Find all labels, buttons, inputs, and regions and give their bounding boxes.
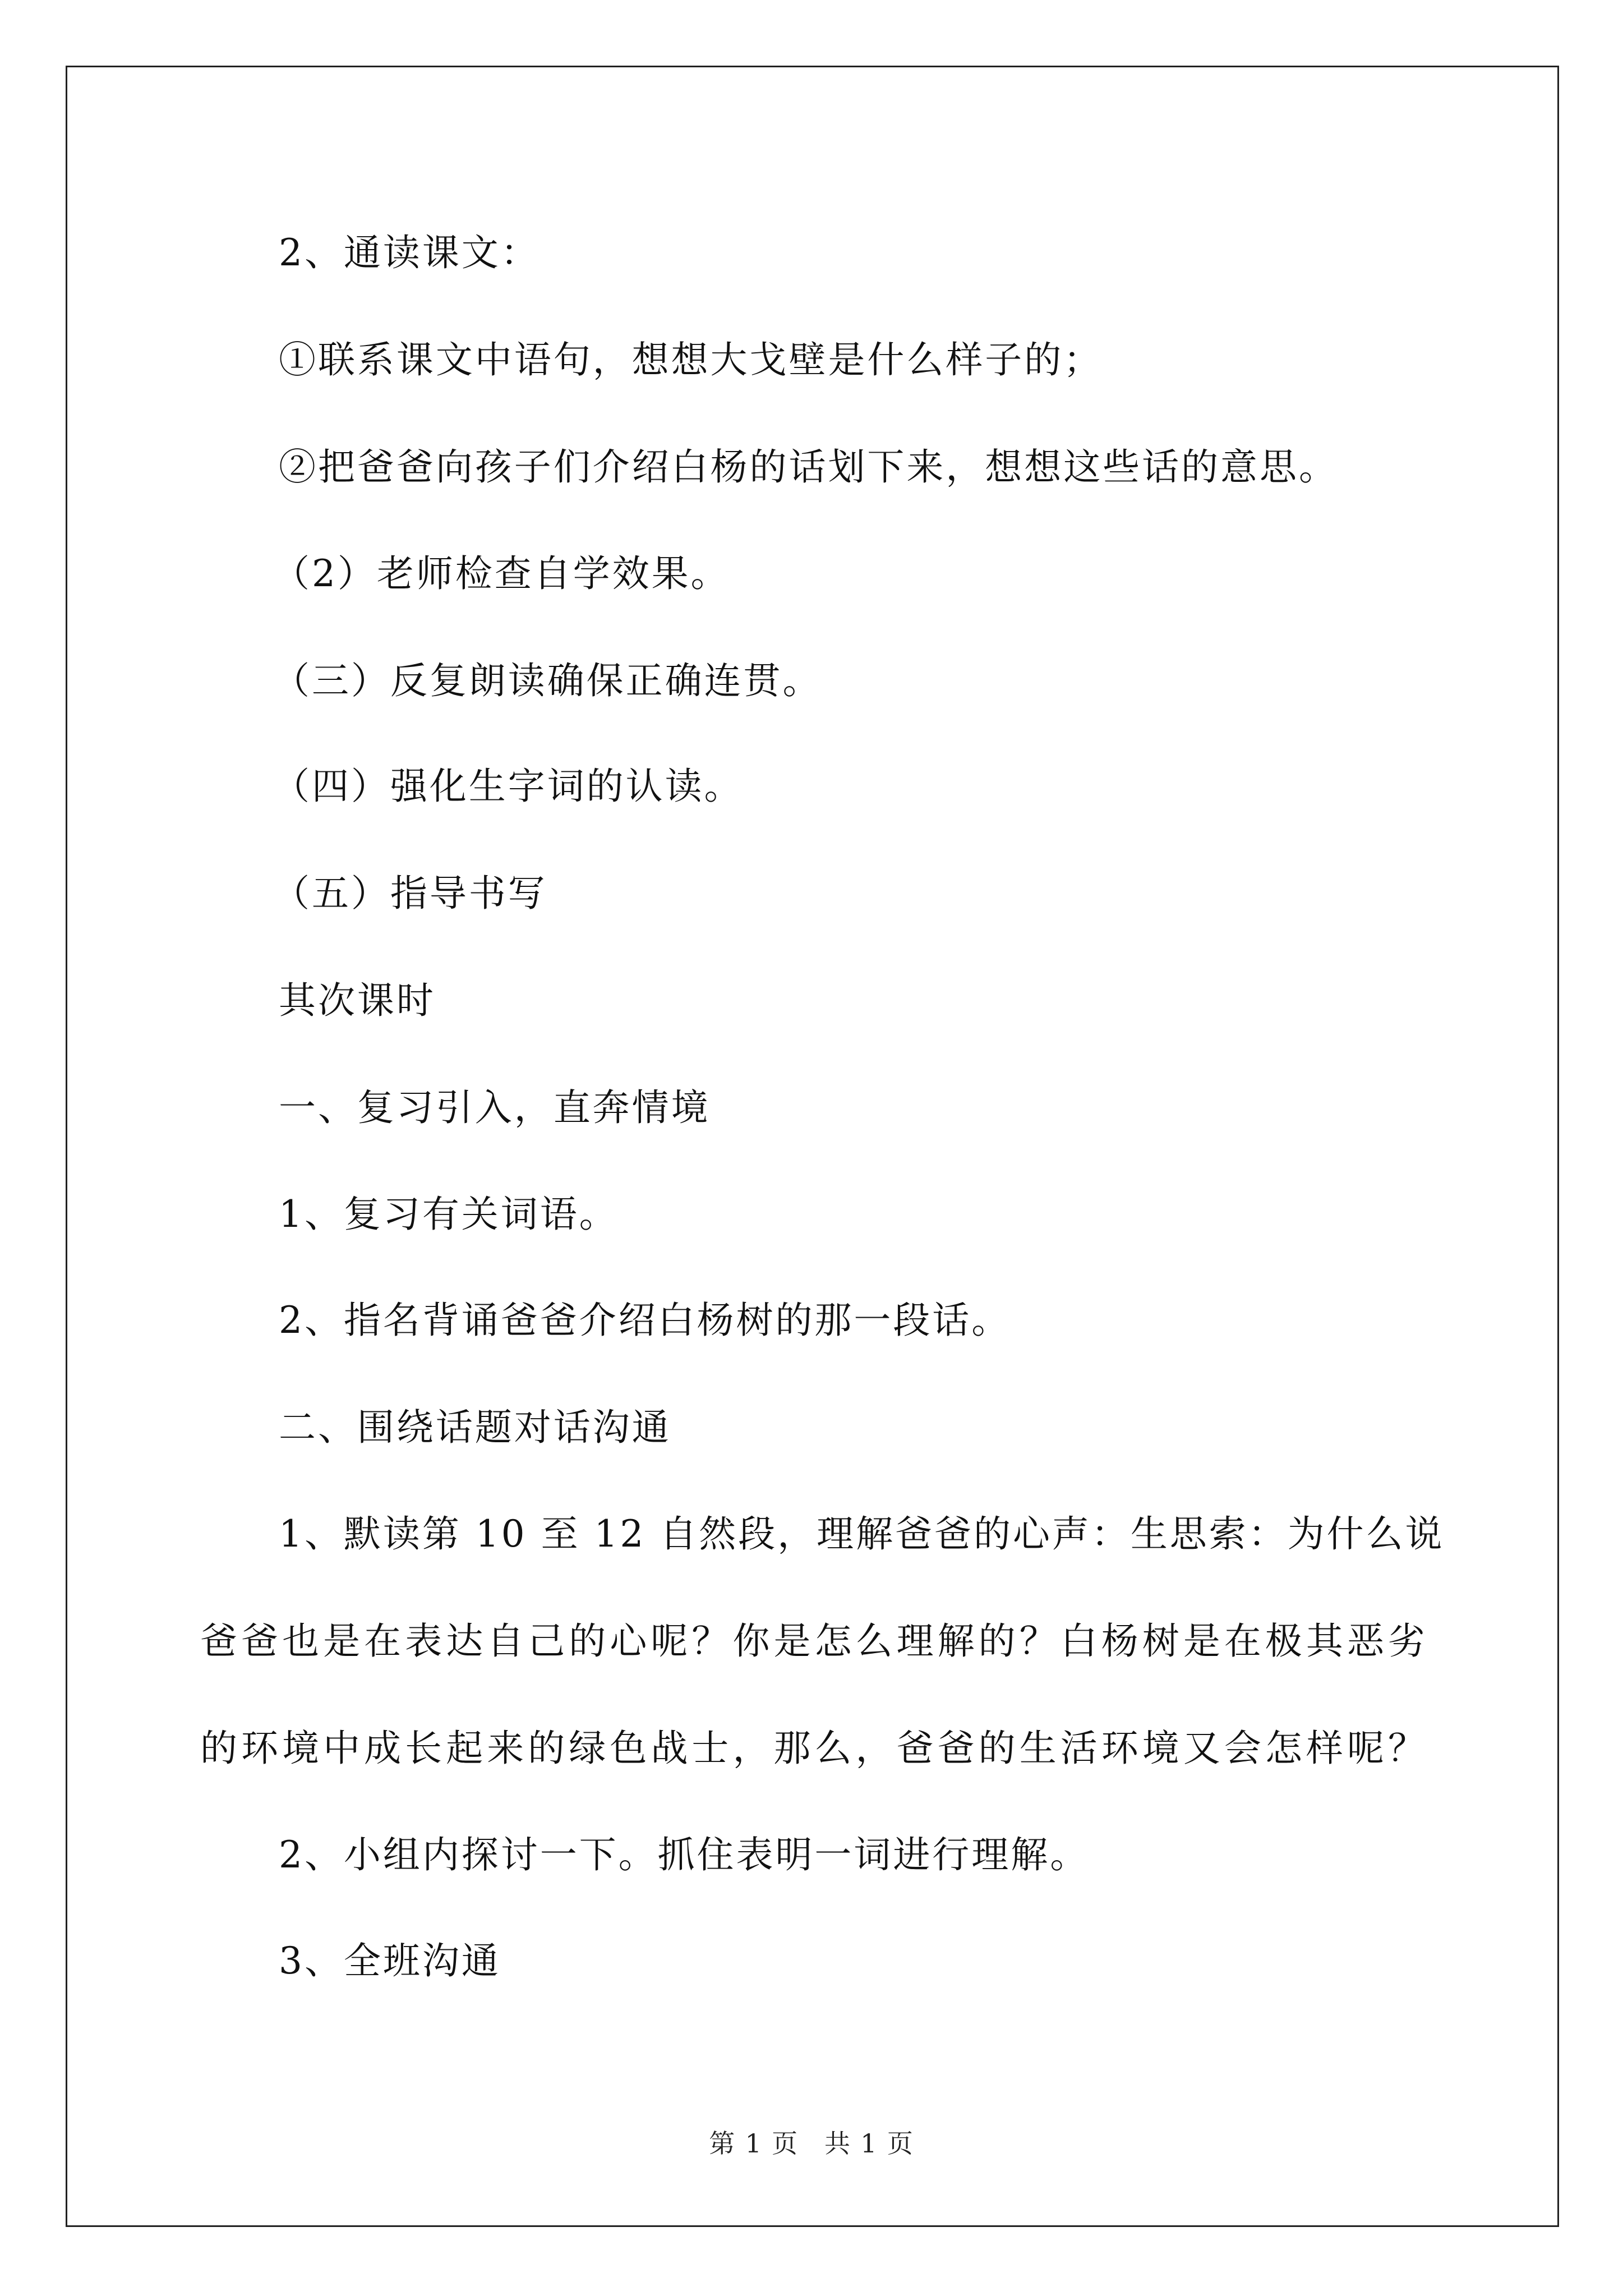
text-line-10: 1、复习有关词语。 (279, 1193, 619, 1236)
text-line-7: （五）指导书写 (273, 872, 547, 915)
text-line-5: （三）反复朗读确保正确连贯。 (273, 659, 822, 702)
page-footer (0, 2123, 1623, 2160)
section-heading: 其次课时 (279, 979, 436, 1022)
text-line-3: ②把爸爸向孩子们介绍白杨的话划下来，想想这些话的意思。 (279, 445, 1338, 489)
text-line-17: 3、全班沟通 (279, 1939, 501, 1982)
text-line-12: 二、围绕话题对话沟通 (279, 1406, 671, 1449)
text-line-9: 一、复习引入，直奔情境 (279, 1086, 711, 1129)
text-line-6: （四）强化生字词的认读。 (273, 765, 744, 808)
text-line-2: ①联系课文中语句，想想大戈壁是什么样子的； (279, 338, 1103, 381)
text-line-13: 1、默读第 10 至 12 自然段，理解爸爸的心声：生思索：为什么说 (279, 1512, 1445, 1556)
text-line-15: 的环境中成长起来的绿色战士，那么，爸爸的生活环境又会怎样呢？ (200, 1727, 1425, 1770)
text-line-11: 2、指名背诵爸爸介绍白杨树的那一段话。 (279, 1299, 1011, 1342)
text-line-14: 爸爸也是在表达自己的心呢？你是怎么理解的？白杨树是在极其恶劣 (200, 1619, 1425, 1663)
page-total: 共 1 页 (824, 2128, 914, 2159)
text-line-1: 2、通读课文： (279, 231, 540, 274)
page-border (66, 66, 1559, 2227)
text-line-16: 2、小组内探讨一下。抓住表明一词进行理解。 (279, 1833, 1090, 1876)
page-number: 第 1 页 (709, 2128, 799, 2159)
text-line-4: （2）老师检查自学效果。 (273, 552, 730, 595)
